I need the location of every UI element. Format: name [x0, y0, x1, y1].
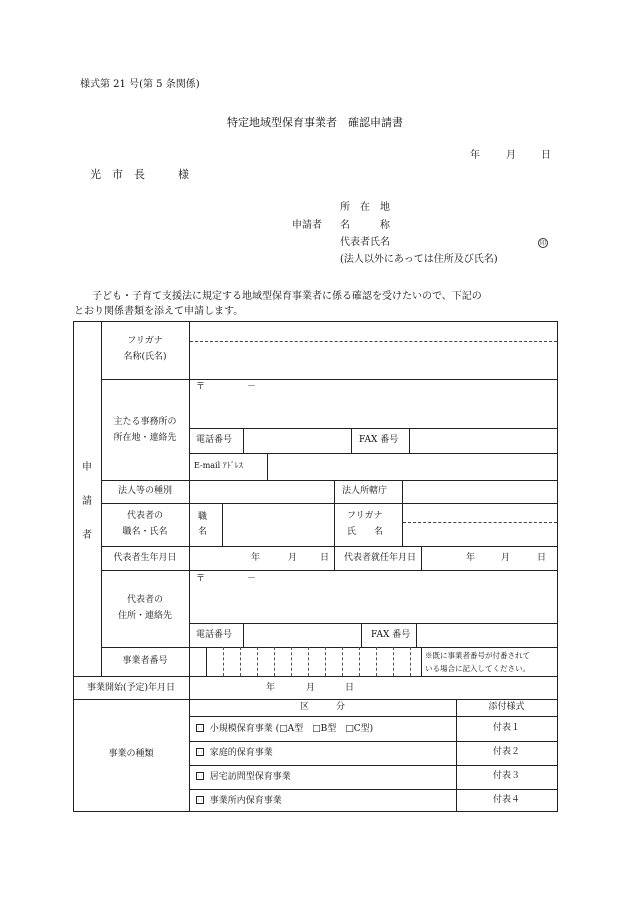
office-postal-mark: 〒	[196, 382, 206, 392]
rep-birth-year: 年	[251, 553, 261, 563]
date-day-label: 日	[541, 150, 551, 161]
attachment-1: 付表１	[492, 723, 520, 733]
rep-phone-label: 電話番号	[196, 630, 233, 640]
corp-type-label: 法人等の種別	[117, 486, 172, 496]
rep-birth-label: 代表者生年月日	[113, 553, 177, 563]
form-number: 様式第 21 号(第 5 条関係)	[80, 79, 200, 90]
start-date-label: 事業開始(予定)年月日	[86, 683, 176, 693]
checkbox-icon[interactable]	[196, 748, 204, 756]
applicant-note: (法人以外にあっては住所及び氏名)	[340, 254, 498, 265]
representative-name-label: 代表者氏名	[340, 237, 390, 248]
rep-birth-day: 日	[320, 553, 330, 563]
applicant-side-label-3: 者	[82, 530, 92, 541]
applicant-name-label: 名 称	[340, 220, 390, 231]
date-month-label: 月	[506, 150, 516, 161]
email-label: E-mail ｱﾄﾞﾚｽ	[194, 461, 243, 470]
business-number-note-2: いる場合に記入してください。	[425, 664, 530, 673]
corp-authority-label: 法人所轄庁	[342, 486, 388, 496]
option-workplace[interactable]: 事業所内保育事業	[196, 796, 282, 806]
applicant-side-label-2: 請	[82, 496, 92, 507]
applicant-side-label-1: 申	[82, 462, 92, 473]
start-date-year: 年	[266, 683, 276, 693]
category-header: 区 分	[299, 702, 345, 712]
furigana-label: フリガナ	[127, 336, 163, 346]
addressee: 光 市 長 様	[90, 168, 189, 181]
checkbox-icon[interactable]	[196, 796, 204, 804]
rep-start-month: 月	[501, 553, 511, 563]
start-date-day: 日	[345, 683, 355, 693]
option-home-visit[interactable]: 居宅訪問型保育事業	[196, 772, 291, 782]
attachment-4: 付表４	[492, 795, 520, 805]
business-type-label: 事業の種類	[108, 749, 154, 759]
office-label-1: 主たる事務所の	[113, 417, 177, 427]
rep-address-label-2: 住所・連絡先	[117, 611, 172, 621]
job-label-1: 職	[198, 512, 208, 522]
rep-fax-label: FAX 番号	[371, 630, 411, 640]
office-postal-dash: －	[247, 382, 257, 392]
attachment-3: 付表３	[492, 771, 520, 781]
date-year-label: 年	[470, 150, 480, 161]
rep-start-day: 日	[537, 553, 547, 563]
rep-postal-dash: －	[247, 574, 257, 584]
name-label: 名称(氏名)	[123, 352, 167, 362]
seal-icon: 印	[539, 240, 546, 247]
rep-postal-mark: 〒	[196, 574, 206, 584]
attachment-header: 添付様式	[488, 702, 525, 712]
option-home-based[interactable]: 家庭的保育事業	[196, 748, 273, 758]
rep-address-label-1: 代表者の	[126, 595, 163, 605]
applicant-address-label: 所 在 地	[340, 202, 390, 213]
option-small-scale[interactable]: 小規模保育事業 (□A型 □B型 □C型)	[196, 724, 373, 734]
applicant-label: 申請者	[292, 220, 322, 231]
rep-birth-month: 月	[288, 553, 298, 563]
rep-name-label: 氏 名	[347, 527, 384, 537]
rep-title-label-2: 職名・氏名	[122, 527, 168, 537]
business-number-label: 事業者番号	[122, 656, 168, 666]
rep-start-year: 年	[466, 553, 476, 563]
page-title: 特定地域型保育事業者 確認申請書	[227, 116, 403, 129]
checkbox-icon[interactable]	[196, 772, 204, 780]
checkbox-icon[interactable]	[196, 724, 204, 732]
attachment-2: 付表２	[492, 747, 520, 757]
office-label-2: 所在地・連絡先	[113, 433, 177, 443]
business-number-note-1: ※既に事業者番号が付番されて	[425, 651, 530, 660]
rep-furigana-label: フリガナ	[347, 511, 383, 521]
start-date-month: 月	[306, 683, 316, 693]
rep-title-label-1: 代表者の	[126, 511, 163, 521]
intro-line-1: 子ども・子育て支援法に規定する地域型保育事業者に係る確認を受けたいので、下記の	[92, 291, 482, 302]
office-fax-label: FAX 番号	[359, 435, 399, 445]
job-label-2: 名	[198, 527, 208, 537]
office-phone-label: 電話番号	[196, 435, 233, 445]
intro-line-2: とおり関係書類を添えて申請します。	[74, 306, 244, 317]
rep-start-label: 代表者就任年月日	[344, 553, 417, 563]
